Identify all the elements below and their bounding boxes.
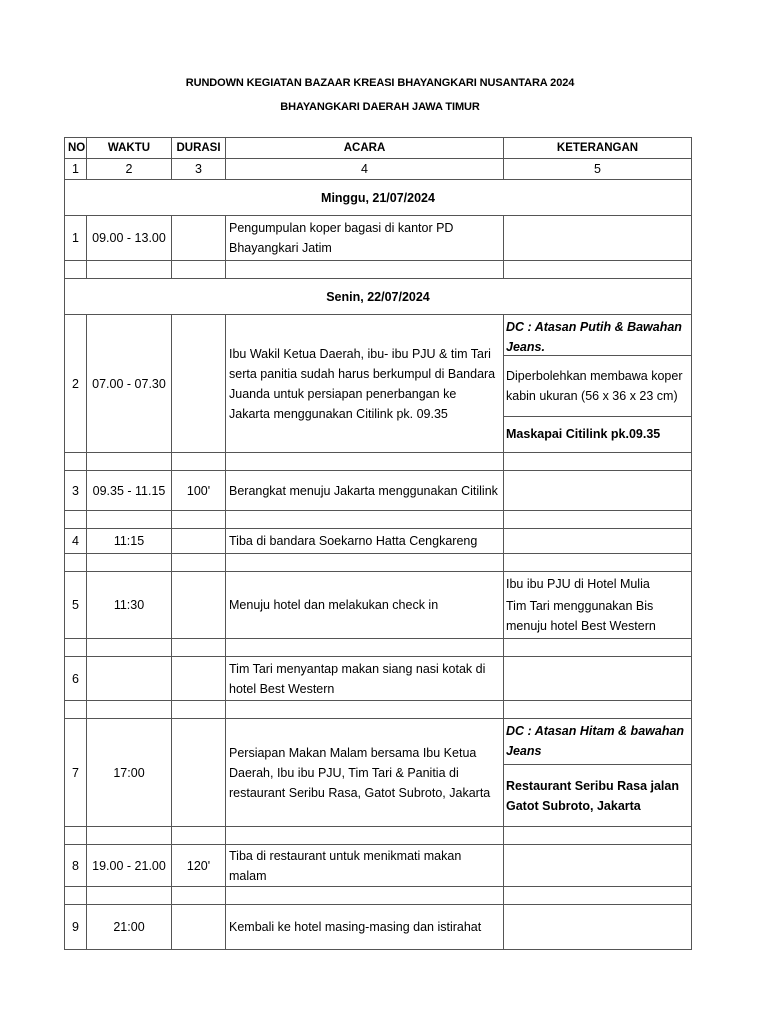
spacer-row [65,827,692,845]
row-keterangan [504,657,692,701]
row-no: 6 [65,657,87,701]
row-keterangan [504,845,692,887]
header-number: 5 [504,159,692,180]
header-number: 4 [226,159,504,180]
header-waktu: WAKTU [87,138,172,159]
spacer-row [65,701,692,719]
row-acara: Berangkat menuju Jakarta menggunakan Citilink [226,471,504,511]
row-acara: Ibu Wakil Ketua Daerah, ibu- ibu PJU & tim Tari serta panitia sudah harus berkumpul di Bandara Juanda untuk persiapan penerbangan ke Jakarta menggunakan Citilink pk. 09.35 [226,315,504,453]
spacer-row [65,261,692,279]
row-durasi [172,216,226,261]
header-number: 3 [172,159,226,180]
dress-code-note: DC : Atasan Hitam & bawahan Jeans [504,719,691,765]
airline-note-text: Maskapai Citilink pk.09.35 [506,427,661,441]
table-row [65,657,692,701]
header-no: NO [65,138,87,159]
row-durasi [172,529,226,554]
airline-note [504,417,691,451]
restaurant-note-text: Restaurant Seribu Rasa jalan Gatot Subroto, Jakarta [506,778,679,813]
spacer-row [65,887,692,905]
row-keterangan [504,216,692,261]
row-waktu: 11:30 [87,572,172,639]
row-keterangan [504,905,692,950]
table-row [65,471,692,511]
table-row [65,905,692,950]
row-no: 1 [65,216,87,261]
header-acara: ACARA [226,138,504,159]
row-no: 5 [65,572,87,639]
row-waktu: 09.00 - 13.00 [87,216,172,261]
row-acara: Kembali ke hotel masing-masing dan istirahat [226,905,504,950]
table-row [65,845,692,887]
row-keterangan [504,315,692,453]
row-acara: Pengumpulan koper bagasi di kantor PD Bhayangkari Jatim [226,216,504,261]
row-durasi [172,657,226,701]
spacer-row [65,554,692,572]
row-waktu [87,657,172,701]
row-durasi [172,719,226,827]
day-row [65,279,692,315]
table-row [65,719,692,827]
header-number: 2 [87,159,172,180]
baggage-note-text: Diperbolehkan membawa koper kabin ukuran (56 x 36 x 23 cm) [506,369,683,403]
row-keterangan [504,719,692,827]
row-durasi [172,315,226,453]
row-keterangan [504,572,692,639]
row-durasi: 100' [172,471,226,511]
header-durasi: DURASI [172,138,226,159]
spacer-row [65,511,692,529]
row-durasi: 120' [172,845,226,887]
restaurant-note [504,765,691,826]
dress-code-note: DC : Atasan Putih & Bawahan Jeans. [504,315,691,356]
row-no: 4 [65,529,87,554]
day-label: Minggu, 21/07/2024 [65,180,692,216]
spacer-row [65,639,692,657]
row-acara: Persiapan Makan Malam bersama Ibu Ketua Daerah, Ibu ibu PJU, Tim Tari & Panitia di restaurant Seribu Rasa, Gatot Subroto, Jakarta [226,719,504,827]
row-waktu: 19.00 - 21.00 [87,845,172,887]
document-title: RUNDOWN KEGIATAN BAZAAR KREASI BHAYANGKARI NUSANTARA 2024 [185,77,575,89]
row-acara: Tim Tari menyantap makan siang nasi kotak di hotel Best Western [226,657,504,701]
row-no: 3 [65,471,87,511]
header-row [65,138,692,159]
row-durasi [172,572,226,639]
document-subtitle: BHAYANGKARI DAERAH JAWA TIMUR [280,101,480,113]
row-waktu: 17:00 [87,719,172,827]
table-row [65,315,692,453]
header-number: 1 [65,159,87,180]
row-acara: Tiba di restaurant untuk menikmati makan malam [226,845,504,887]
day-label: Senin, 22/07/2024 [65,279,692,315]
rundown-table [64,137,692,950]
row-no: 8 [65,845,87,887]
table-row [65,572,692,639]
hotel-note: Ibu ibu PJU di Hotel Mulia [506,577,650,591]
row-no: 2 [65,315,87,453]
row-no: 7 [65,719,87,827]
row-waktu: 21:00 [87,905,172,950]
table-row [65,216,692,261]
row-waktu: 07.00 - 07.30 [87,315,172,453]
header-keterangan: KETERANGAN [504,138,692,159]
bus-note: Tim Tari menggunakan Bis menuju hotel Best Western [506,599,656,633]
row-keterangan [504,529,692,554]
day-row [65,180,692,216]
row-acara: Menuju hotel dan melakukan check in [226,572,504,639]
row-keterangan [504,471,692,511]
spacer-row [65,453,692,471]
baggage-note [504,356,691,417]
row-acara: Tiba di bandara Soekarno Hatta Cengkareng [226,529,504,554]
table-row [65,529,692,554]
row-waktu: 11:15 [87,529,172,554]
header-number-row [65,159,692,180]
row-waktu: 09.35 - 11.15 [87,471,172,511]
row-no: 9 [65,905,87,950]
row-durasi [172,905,226,950]
